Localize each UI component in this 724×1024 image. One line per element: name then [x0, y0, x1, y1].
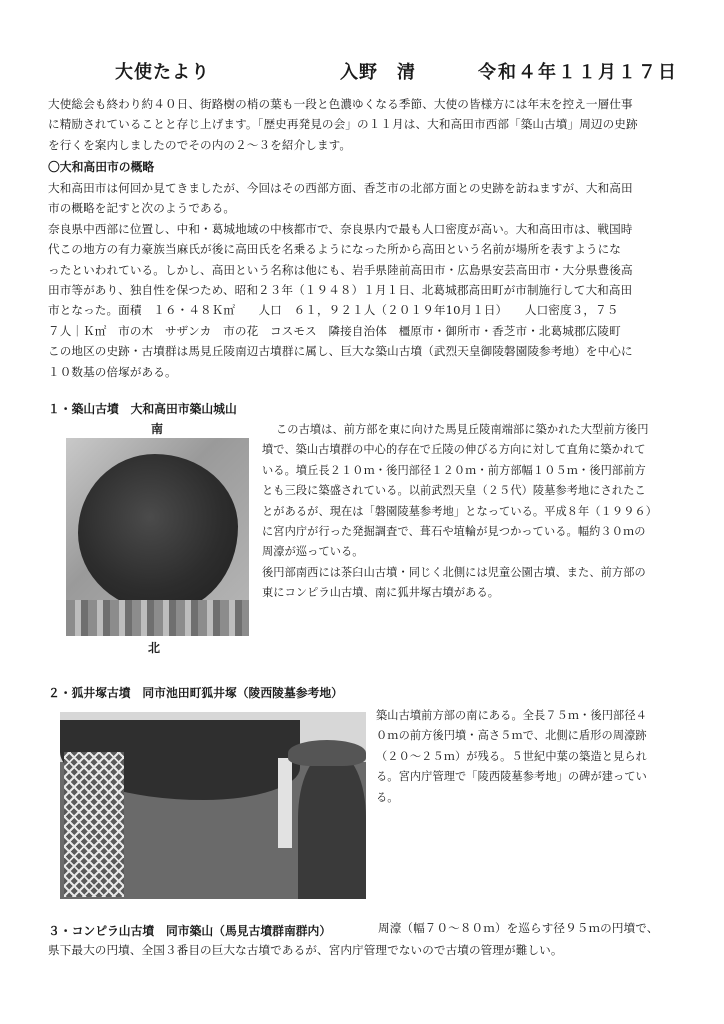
section1-line: 東にコンピラ山古墳、南に狐井塚古墳がある。: [262, 586, 500, 600]
section2-heading: ２・狐井塚古墳 同市池田町狐井塚（陵西陵墓参考地）: [48, 686, 343, 700]
section1-line: とがあるが、現在は「磐園陵墓参考地」となっている。平成８年（１９９６）: [262, 504, 658, 518]
section1-heading: １・築山古墳 大和高田市築山城山: [48, 402, 237, 416]
intro-line: 大使総会も終わり約４０日、街路樹の梢の葉も一段と色濃ゆくなる季節、大使の皆様方には年末を控え一層仕事: [48, 97, 633, 111]
overview-line: 市となった。面積 １６・４８Ｋ㎡ 人口 ６１，９２１人（２０１９年10月１日） 人口密度３，７５: [48, 303, 619, 318]
overview-paragraph: [48, 178, 688, 382]
section2-line: る。宮内庁管理で「陵西陵墓参考地」の碑が建ってい: [376, 770, 647, 784]
wire-fence: [64, 752, 124, 897]
overview-line: 田市等があり、独自性を保つため、昭和２３年（１９４８）１月１日、北葛城郡高田町が市制施行して大和高田: [48, 283, 633, 298]
section2-paragraph: [376, 706, 694, 808]
section1-line: 墳で、築山古墳群の中心的存在で丘陵の伸びる方向に対して直角に築かれて: [262, 443, 646, 457]
newsletter-title: 大使たより: [115, 62, 210, 83]
overview-line: 大和高田市は何回か見てきましたが、今回はその西部方面、香芝市の北部方面との史跡を訪ねますが、大和高田: [48, 181, 633, 195]
section1-line: いる。墳丘長２１０ｍ・後円部径１２０ｍ・前方部幅１０５ｍ・後円部前方: [262, 463, 646, 477]
section3-line1: 周濠（幅７０～８０ｍ）を巡らす径９５ｍの円墳で、: [378, 921, 659, 935]
compass-south-label: 南: [151, 422, 164, 436]
visitor-hat: [288, 740, 366, 766]
section2-line: る。: [376, 790, 399, 804]
section2-line: （２０～２５ｍ）が残る。５世紀中葉の築造と見られ: [376, 749, 647, 763]
overview-line: 奈良県中西部に位置し、中和・葛城地域の中核都市で、奈良県内で最も人口密度が高い。大和高田市は、戦国時: [48, 221, 633, 236]
section1-line: 周濠が巡っている。: [262, 545, 364, 559]
section2-line: ０ｍの前方後円墳・高さ５ｍで、北側に盾形の周濠跡: [376, 729, 647, 743]
issue-date: 令和４年１１月１７日: [478, 62, 678, 83]
section3-heading: ３・コンピラ山古墳 同市築山（馬見古墳群南群内）: [48, 924, 332, 938]
intro-paragraph: [48, 94, 688, 155]
overview-line: この地区の史跡・古墳群は馬見丘陵南辺古墳群に属し、巨大な築山古墳（武烈天皇御陵磐園陵参考地）を中心に: [48, 344, 633, 359]
overview-line: ７人｜Ｋ㎡ 市の木 サザンカ 市の花 コスモス 隣接自治体 橿原市・御所市・香芝市・北葛城郡広陵町: [48, 323, 621, 338]
stone-marker: [278, 758, 292, 848]
overview-line: ったといわれている。しかし、高田という名称は他にも、岩手県陸前高田市・広島県安芸高田市・大分県豊後高: [48, 262, 633, 277]
section3-line2: 県下最大の円墳、全国３番目の巨大な古墳であるが、宮内庁管理でないので古墳の管理が難しい。: [48, 943, 563, 957]
section1-line: とも三段に築盛されている。以前武烈天皇（２５代）陵墓参考地にされたこ: [262, 484, 646, 498]
tsukiyama-kofun-aerial-photo: [66, 438, 249, 636]
intro-line: を行くを案内しましたのでその内の２～３を紹介します。: [48, 137, 352, 152]
author-name: 入野 清: [340, 62, 416, 83]
kitsuneizuka-kofun-photo: [60, 712, 366, 899]
overview-line: 代この地方の有力豪族当麻氏が後に高田氏を名乗るようになった所から高田という名前が場所を表すようにな: [48, 242, 621, 257]
overview-heading: 〇大和高田市の概略: [48, 160, 155, 174]
section1-line: この古墳は、前方部を東に向けた馬見丘陵南端部に築かれた大型前方後円: [276, 423, 649, 436]
houses-strip: [66, 600, 249, 636]
compass-north-label: 北: [148, 641, 161, 655]
overview-line: 市の概略を記すと次のようである。: [48, 201, 236, 216]
intro-line: に精励されていることと存じ上げます。「歴史再発見の会」の１１月は、大和高田市西部「築山古墳」周辺の史跡: [48, 117, 638, 132]
section1-paragraph: [262, 420, 692, 604]
section1-line: 後円部南西には茶臼山古墳・同じく北側には児童公園古墳、また、前方部の: [262, 565, 646, 579]
section2-line: 築山古墳前方部の南にある。全長７５ｍ・後円部径４: [376, 709, 647, 722]
overview-line: １０数基の倍塚がある。: [48, 364, 177, 379]
section1-line: に宮内庁が行った発掘調査で、葺石や埴輪が見つかっている。幅約３０ｍの: [262, 525, 646, 539]
visitor-figure: [298, 752, 366, 899]
kofun-mound: [78, 454, 238, 612]
